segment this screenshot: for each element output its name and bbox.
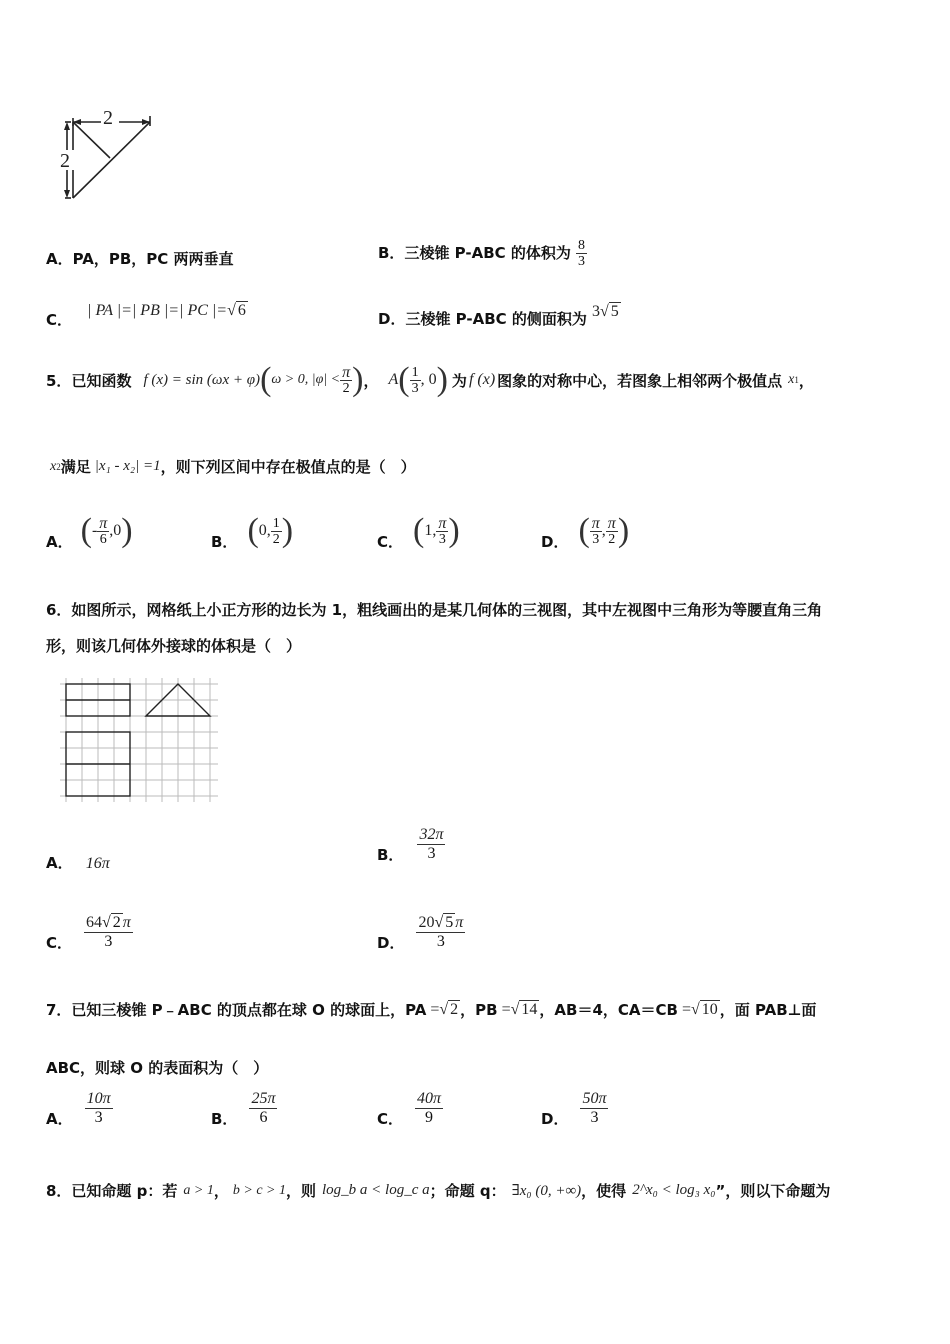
- q7-stem-line2: ABC，则球 O 的表面积为（ ）: [46, 1059, 269, 1077]
- q6-option-b[interactable]: B． $\frac{32\pi}{3}$: [377, 826, 444, 864]
- q5-option-b[interactable]: B． ( 0, $\frac{1}{2}$ ): [211, 512, 294, 551]
- q4-option-a[interactable]: A．PA，PB，PC 两两垂直: [46, 250, 234, 268]
- three-view-grid-figure: [60, 678, 220, 804]
- q8-stem: 8．已知命题 p：若 a > 1 ， b > c > 1 ，则 log_b a < log_c a ；命题 q： ∃x₀ (0, +∞) ，使得 2^x₀ < log₃ x₀ ”，则以下命题为: [46, 1182, 831, 1200]
- q4-option-d[interactable]: D．三棱锥 P-ABC 的侧面积为 3√ 5: [378, 303, 619, 328]
- dim-label-top: 2: [103, 107, 113, 129]
- q6-stem-line2: 形，则该几何体外接球的体积是（ ）: [46, 637, 302, 655]
- q6-stem-line1: 6．如图所示，网格纸上小正方形的边长为 1，粗线画出的是某几何体的三视图，其中左视图中三角形为等腰直角三角: [46, 601, 823, 619]
- q5-option-d[interactable]: D． ( $\frac{\pi}{3}$ , $\frac{\pi}{2}$ ): [541, 512, 630, 551]
- q4-option-c[interactable]: C． | PA |=| PB |=| PC |=√ 6: [46, 302, 246, 329]
- q7-option-d[interactable]: D． $\frac{50\pi}{3}$: [541, 1090, 607, 1128]
- q5-option-a[interactable]: A． ( - $\frac{\pi}{6}$ ,0 ): [46, 512, 133, 551]
- q7-stem-line1: 7．已知三棱锥 P﹣ABC 的顶点都在球 O 的球面上，PA =√ 2 ，PB =√ 14 ，AB＝4，CA＝CB =√ 10 ，面 PAB⊥面: [46, 1000, 817, 1019]
- q5-stem-line1: 5． 已知函数 f (x) = sin (ωx + φ) ( ω > 0, |φ| < $\frac{\pi}{2}$ ) ， A ( $\frac{1}{3}$ , 0 ) 为 f (x) 图象的对称中心，若图象上相邻两个极值点 x 1 ，: [46, 361, 814, 398]
- q5-option-c[interactable]: C． ( 1, $\frac{\pi}{3}$ ): [377, 512, 460, 551]
- q6-option-a[interactable]: A． 16π: [46, 854, 110, 872]
- q7-option-a[interactable]: A． $\frac{10\pi}{3}$: [46, 1090, 111, 1128]
- dim-label-left: 2: [60, 150, 70, 172]
- q7-option-c[interactable]: C． $\frac{40\pi}{9}$: [377, 1090, 442, 1128]
- q5-stem-line2: x 2 满足 |x₁ - x₂| =1 ，则下列区间中存在极值点的是（ ）: [50, 458, 416, 476]
- fraction: $\frac{8}{3}$: [577, 238, 585, 269]
- q6-option-c[interactable]: C． $\frac{64√ 2 \pi}{3}$: [46, 914, 131, 952]
- q7-option-b[interactable]: B． $\frac{25\pi}{6}$: [211, 1090, 276, 1128]
- q6-option-d[interactable]: D． $\frac{20√ 5 \pi}{3}$: [377, 914, 464, 952]
- q4-option-b[interactable]: B．三棱锥 P-ABC 的体积为 $\frac{8}{3}$: [378, 238, 585, 269]
